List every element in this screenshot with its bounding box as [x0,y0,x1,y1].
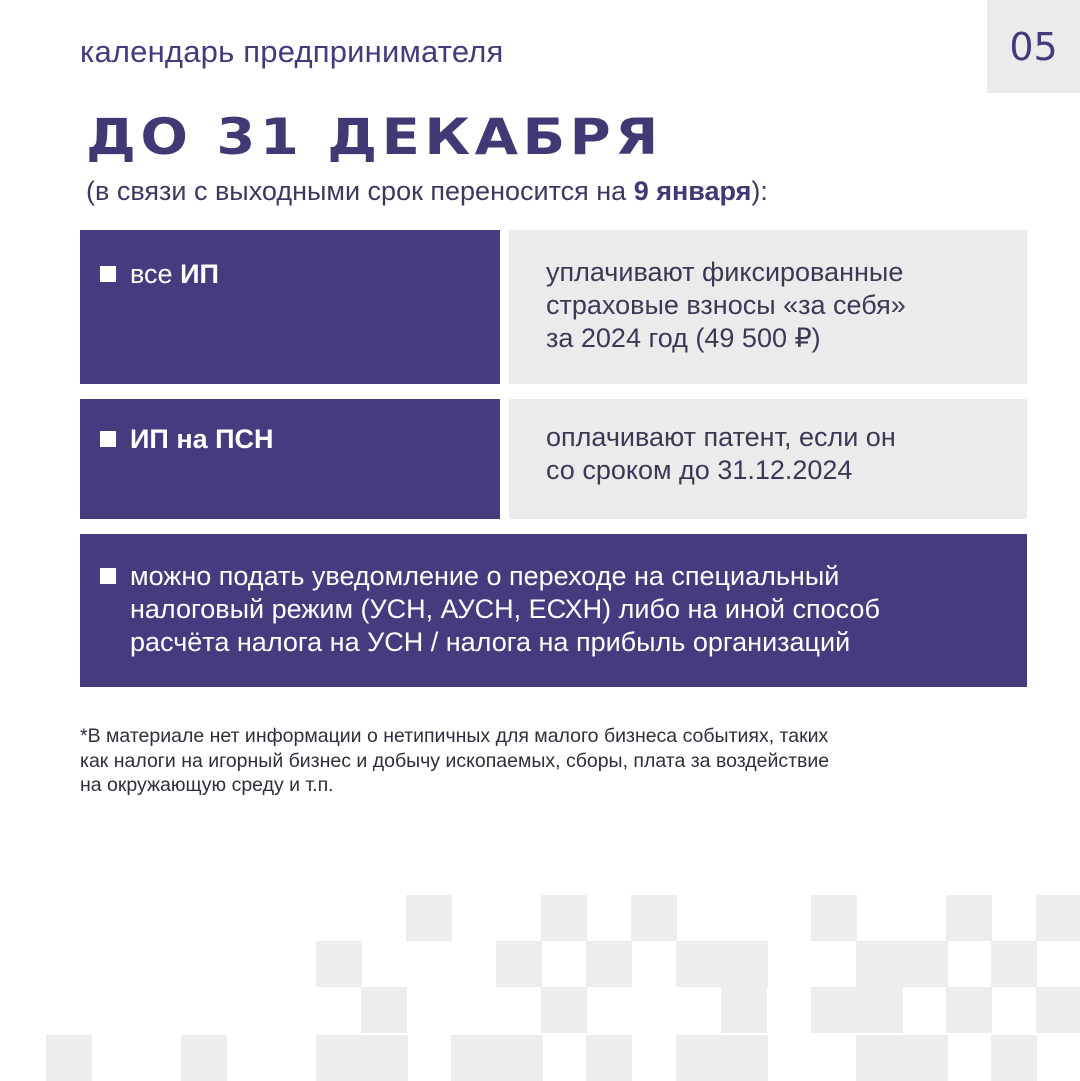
notice-card [80,534,1027,687]
row-label-bold: ИП на ПСН [130,424,274,454]
row-description-line: за 2024 год (49 500 ₽) [546,323,821,353]
row-description-card-all-ip [509,230,1027,384]
page-number-badge [987,0,1080,93]
bullet-square-icon [100,568,116,584]
row-label [100,423,480,456]
row-description-card-ip-psn [509,399,1027,519]
subtitle-suffix: ): [751,176,768,206]
subtitle-prefix: (в связи с выходными срок переносится на [86,176,634,206]
main-title: ДО 31 ДЕКАБРЯ [86,108,663,166]
header-title: календарь предпринимателя [80,34,504,69]
footnote-line: *В материале нет информации о нетипичных для малого бизнеса событиях, таких [80,725,829,747]
subtitle [86,176,768,207]
notice-line: можно подать уведомление о переходе на специальный [130,561,840,591]
bullet-square-icon [100,431,116,447]
notice-line: расчёта налога на УСН / налога на прибыль организаций [130,627,851,657]
bullet-square-icon [100,266,116,282]
footnote-line: как налоги на игорный бизнес и добычу ископаемых, сборы, плата за воздействие [80,749,830,772]
row-description [546,421,1007,487]
notice-text [100,560,1007,659]
row-description-line: страховые взносы «за себя» [546,290,906,320]
subtitle-highlight: 9 января [633,176,752,206]
row-label-card-ip-psn [80,399,500,519]
footnote-line: на окружающую среду и т.п. [80,774,334,796]
page-number: 05 [1009,24,1058,69]
footnote [80,724,980,798]
row-label-card-all-ip [80,230,500,384]
row-description [546,256,1007,355]
row-label-prefix: все [130,259,181,289]
row-description-line: со сроком до 31.12.2024 [546,455,853,485]
row-description-line: уплачивают фиксированные [546,257,904,287]
row-label-bold: ИП [180,259,219,289]
notice-line: налоговый режим (УСН, АУСН, ЕСХН) либо на иной способ [130,594,880,624]
row-label [100,258,480,291]
row-description-line: оплачивают патент, если он [546,422,896,452]
